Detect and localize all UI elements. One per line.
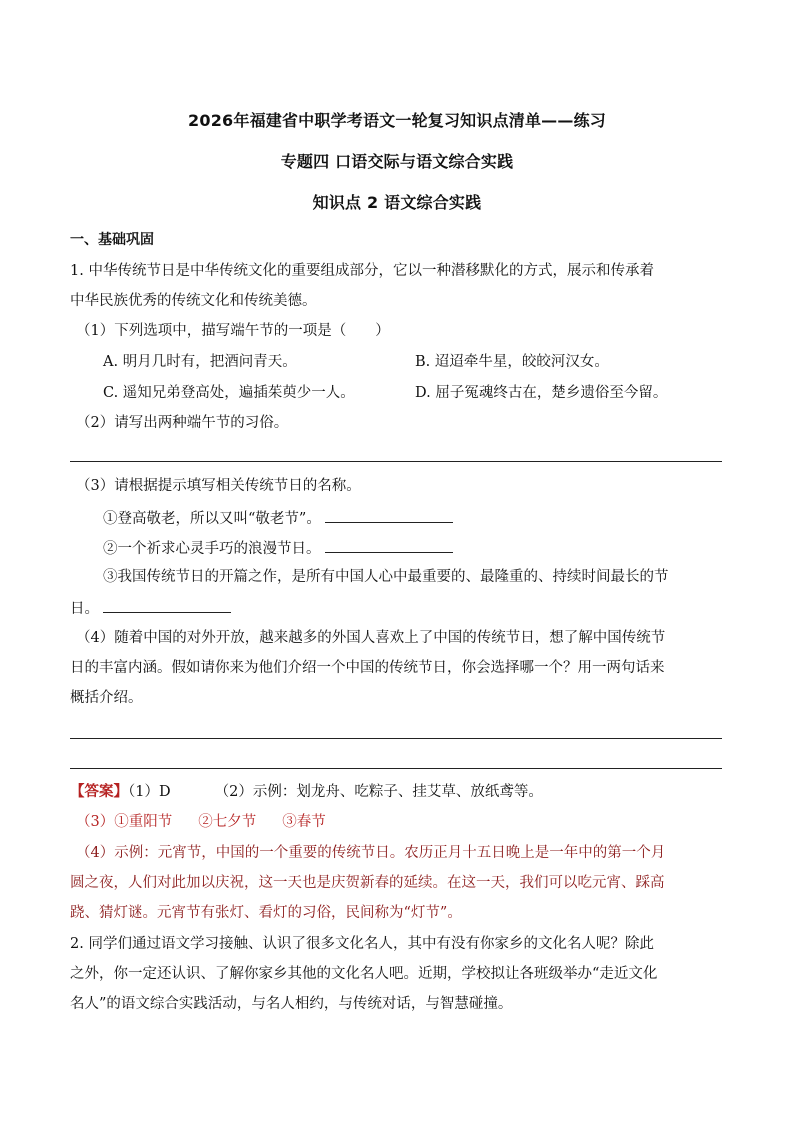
answer-line (70, 461, 722, 462)
document-title: 2026年福建省中职学考语文一轮复习知识点清单——练习 (188, 111, 606, 130)
answer-row-1 (70, 782, 730, 802)
q1-intro-line1: 1. 中华传统节日是中华传统文化的重要组成部分，它以一种潜移默化的方式，展示和传承着 (70, 263, 654, 279)
q1-sub2: （2）请写出两种端午节的习俗。 (76, 415, 289, 431)
answer-4-line3: 跷、猜灯谜。元宵节有张灯、看灯的习俗，民间称为“灯节”。 (70, 905, 462, 921)
q2-line3: 名人”的语文综合实践活动，与名人相约，与传统对话，与智慧碰撞。 (70, 996, 513, 1012)
answer-3-2: ②七夕节 (198, 814, 257, 830)
topic-heading: 知识点 2 语文综合实践 (312, 193, 482, 212)
fill-blank (103, 597, 231, 613)
answer-row-3 (76, 812, 736, 832)
q1-sub3-item2 (103, 537, 763, 559)
q1-sub3-item3-line1: ③我国传统节日的开篇之作，是所有中国人心中最重要的、最隆重的、持续时间最长的节 (103, 569, 669, 585)
answer-3-1: ①重阳节 (114, 814, 173, 830)
q1-sub3: （3）请根据提示填写相关传统节日的名称。 (76, 478, 361, 494)
answer-4-line2: 圆之夜，人们对此加以庆祝，这一天也是庆贺新春的延续。在这一天，我们可以吃元宵、踩高 (70, 875, 665, 891)
section-heading: 一、基础巩固 (70, 232, 154, 248)
answer-label: 【答案】 (70, 784, 128, 800)
answer-3-3: ③春节 (282, 814, 326, 830)
q1-sub1: （1）下列选项中，描写端午节的一项是（ ） (76, 323, 390, 339)
q2-line2: 之外，你一定还认识、了解你家乡其他的文化名人吧。近期，学校拟让各班级举办“走近文化 (70, 966, 658, 982)
q1-sub3-item3-line2-text: 日。 (70, 601, 99, 617)
q1-sub4-line1: （4）随着中国的对外开放，越来越多的外国人喜欢上了中国的传统节日，想了解中国传统节 (76, 630, 666, 646)
q1-sub4-line3: 概括介绍。 (70, 690, 143, 706)
option-a: A. 明月几时有，把酒问青天。 (103, 354, 297, 370)
option-d: D. 屈子冤魂终古在，楚乡遗俗至今留。 (415, 385, 668, 401)
answer-2: （2）示例：划龙舟、吃粽子、挂艾草、放纸鸢等。 (214, 784, 543, 800)
q1-sub3-item3-line2 (70, 597, 730, 619)
q1-sub4-line2: 日的丰富内涵。假如请你来为他们介绍一个中国的传统节日，你会选择哪一个？用一两句话来 (70, 660, 665, 676)
fill-blank (325, 537, 453, 553)
answer-line (70, 768, 722, 769)
answer-3-prefix: （3） (76, 814, 115, 830)
q1-sub3-item1 (103, 507, 763, 529)
answer-line (70, 738, 722, 739)
q1-sub3-item1-text: ①登高敬老，所以又叫“敬老节”。 (103, 511, 321, 527)
fill-blank (325, 507, 453, 523)
document-subtitle: 专题四 口语交际与语文综合实践 (280, 152, 514, 171)
q2-line1: 2. 同学们通过语文学习接触、认识了很多文化名人，其中有没有你家乡的文化名人呢？除此 (70, 936, 654, 952)
option-b: B. 迢迢牵牛星，皎皎河汉女。 (415, 354, 609, 370)
q1-intro-line2: 中华民族优秀的传统文化和传统美德。 (70, 293, 317, 309)
answer-1: （1）D (128, 784, 171, 800)
answer-4-line1: （4）示例：元宵节，中国的一个重要的传统节日。农历正月十五日晚上是一年中的第一个月 (76, 845, 666, 861)
q1-sub3-item2-text: ②一个祈求心灵手巧的浪漫节日。 (103, 541, 321, 557)
option-c: C. 遥知兄弟登高处，遍插茱萸少一人。 (103, 385, 355, 401)
